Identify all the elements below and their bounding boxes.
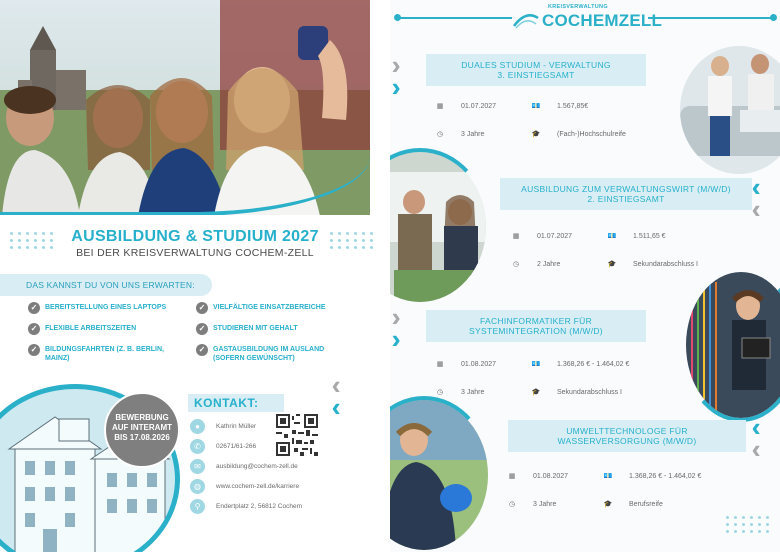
hero-photo (0, 0, 370, 215)
photo-ring (676, 42, 780, 178)
job-3-duration: ◷ 3 Jahre (430, 384, 484, 400)
clock-icon: ◷ (512, 261, 520, 268)
header-line-right (648, 17, 772, 19)
mail-icon: ✉ (190, 459, 205, 474)
job-2-duration: ◷ 2 Jahre (506, 256, 560, 272)
check-icon: ✓ (28, 302, 40, 314)
page-subtitle: BEI DER KREISVERWALTUNG COCHEM-ZELL (76, 247, 314, 259)
job-2-start-date: ▦ 01.07.2027 (506, 228, 572, 244)
contact-phone[interactable]: ✆ 02671/61-266 (190, 436, 302, 456)
benefit-item: ✓ VIELFÄLTIGE EINSATZBEREICHE (196, 303, 358, 314)
graduation-cap-icon: 🎓 (531, 389, 541, 396)
job-2-salary: 💶 1.511,65 € (602, 228, 666, 244)
qr-code[interactable] (276, 414, 318, 456)
graduation-cap-icon: 🎓 (607, 261, 617, 268)
application-deadline-badge: BEWERBUNG AUF INTERAMT BIS 17.08.2026 (104, 392, 180, 468)
job-title-umwelttechnologe: UMWELTTECHNOLOGE FÜR WASSERVERSORGUNG (M/W/D) (508, 420, 746, 452)
contact-heading: KONTAKT: (188, 394, 284, 412)
header-line-left (398, 17, 512, 19)
job-3-qualification: 🎓 Sekundarabschluss I (526, 384, 622, 400)
graduation-cap-icon: 🎓 (531, 131, 541, 138)
money-icon: 💶 (603, 473, 613, 480)
dot-pattern-bottom (726, 516, 770, 533)
clock-icon: ◷ (436, 131, 444, 138)
money-icon: 💶 (607, 233, 617, 240)
job-1-duration: ◷ 3 Jahre (430, 126, 484, 142)
job-1-qualification: 🎓 (Fach-)Hochschulreife (526, 126, 626, 142)
phone-icon: ✆ (190, 439, 205, 454)
job-3-start-date: ▦ 01.08.2027 (430, 356, 496, 372)
check-icon: ✓ (28, 323, 40, 335)
check-icon: ✓ (196, 302, 208, 314)
person-icon: ● (190, 419, 205, 434)
job-1-salary: 💶 1.567,85€ (526, 98, 588, 114)
job-2-qualification: 🎓 Sekundarabschluss I (602, 256, 698, 272)
money-icon: 💶 (531, 103, 541, 110)
money-icon: 💶 (531, 361, 541, 368)
check-icon: ✓ (28, 344, 40, 356)
line-end-dot (770, 14, 777, 21)
job-title-verwaltungswirt: AUSBILDUNG ZUM VERWALTUNGSWIRT (M/W/D) 2. EINSTIEGSAMT (500, 178, 752, 210)
job-4-salary: 💶 1.368,26 € - 1.464,02 € (598, 468, 701, 484)
job-4-duration: ◷ 3 Jahre (502, 496, 556, 512)
check-icon: ✓ (196, 323, 208, 335)
contact-name: ● Kathrin Müller (190, 416, 302, 436)
location-icon: ⚲ (190, 499, 205, 514)
calendar-icon: ▦ (436, 103, 444, 110)
photo-ring (390, 396, 492, 552)
contact-address: ⚲ Endertplatz 2, 56812 Cochem (190, 496, 302, 516)
cochem-zell-logo: KREISVERWALTUNG COCHEMZELL (512, 4, 642, 32)
check-icon: ✓ (196, 344, 208, 356)
benefits-heading: DAS KANNST DU VON UNS ERWARTEN: (0, 274, 212, 296)
benefits-list (28, 303, 358, 363)
contact-website[interactable]: ◍ www.cochem-zell.de/karriere (190, 476, 302, 496)
photo-ring (390, 148, 490, 306)
benefit-item: ✓ BILDUNGSFAHRTEN (Z. B. BERLIN, MAINZ) (28, 345, 196, 363)
calendar-icon: ▦ (436, 361, 444, 368)
calendar-icon: ▦ (508, 473, 516, 480)
benefit-item: ✓ FLEXIBLE ARBEITSZEITEN (28, 324, 196, 335)
benefit-item: ✓ GASTAUSBILDUNG IM AUSLAND (SOFERN GEWÜNSCHT) (196, 345, 358, 363)
clock-icon: ◷ (508, 501, 516, 508)
right-page (390, 0, 780, 552)
logo-swirl-icon (512, 8, 540, 30)
clock-icon: ◷ (436, 389, 444, 396)
globe-icon: ◍ (190, 479, 205, 494)
job-1-start-date: ▦ 01.07.2027 (430, 98, 496, 114)
job-title-fachinformatiker: FACHINFORMATIKER FÜR SYSTEMINTEGRATION (M/W/D) (426, 310, 646, 342)
benefit-item: ✓ BEREITSTELLUNG EINES LAPTOPS (28, 303, 196, 314)
job-4-qualification: 🎓 Berufsreife (598, 496, 663, 512)
photo-ring (682, 268, 780, 422)
job-3-salary: 💶 1.368,26 € - 1.464,02 € (526, 356, 629, 372)
graduation-cap-icon: 🎓 (603, 501, 613, 508)
contact-email[interactable]: ✉ ausbildung@cochem-zell.de (190, 456, 302, 476)
page-title: AUSBILDUNG & STUDIUM 2027 (71, 228, 319, 245)
calendar-icon: ▦ (512, 233, 520, 240)
job-4-start-date: ▦ 01.08.2027 (502, 468, 568, 484)
benefit-item: ✓ STUDIEREN MIT GEHALT (196, 324, 358, 335)
job-title-duales-studium: DUALES STUDIUM - VERWALTUNG 3. EINSTIEGSAMT (426, 54, 646, 86)
group-selfie-photo (0, 0, 370, 215)
